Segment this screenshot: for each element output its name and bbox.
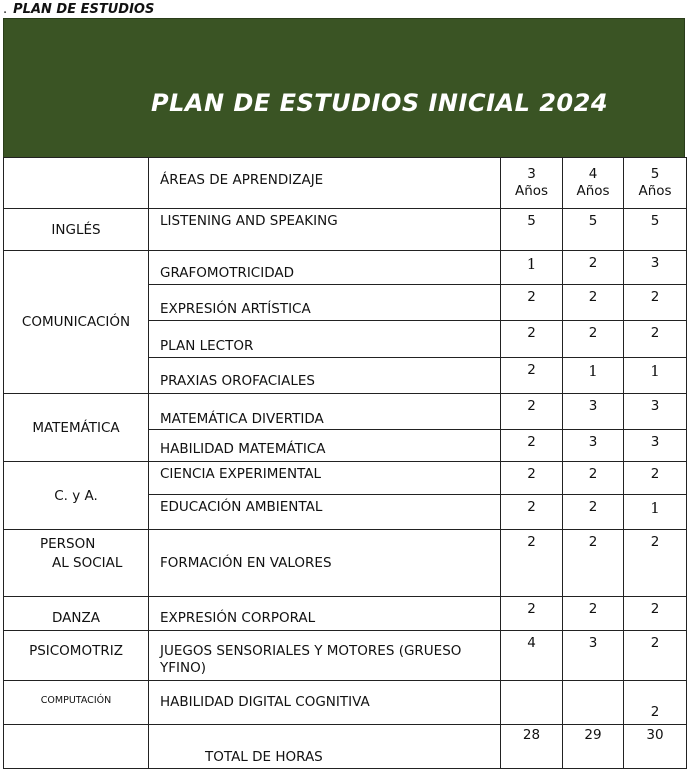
table-row	[4, 251, 687, 285]
hours-cell: 1	[501, 251, 563, 285]
study-plan-table	[3, 157, 687, 769]
table-header-row	[4, 158, 687, 209]
area-danza: DANZA	[4, 597, 149, 631]
hours-cell: 5	[624, 209, 687, 251]
hours-cell: 2	[563, 462, 624, 495]
hours-cell: 4	[501, 631, 563, 681]
hours-cell: 5	[501, 209, 563, 251]
total-5-years: 30	[624, 725, 687, 769]
area-computacion: COMPUTACIÓN	[4, 681, 149, 725]
hours-cell-empty	[501, 681, 563, 725]
hours-cell: 2	[624, 681, 687, 725]
hours-cell: 2	[624, 285, 687, 321]
empty-total-cell	[4, 725, 149, 769]
course-name: FORMACIÓN EN VALORES	[149, 530, 501, 597]
hours-cell: 2	[501, 285, 563, 321]
hours-cell: 2	[501, 462, 563, 495]
title-banner	[3, 18, 685, 158]
hours-cell: 2	[624, 321, 687, 358]
header-label: PLAN DE ESTUDIOS	[13, 2, 155, 17]
document-header	[3, 2, 154, 17]
hours-cell: 2	[624, 631, 687, 681]
table-row	[4, 462, 687, 495]
hours-cell: 1	[563, 358, 624, 394]
areas-header: ÁREAS DE APRENDIZAJE	[149, 158, 501, 209]
table-row	[4, 597, 687, 631]
table-row	[4, 631, 687, 681]
hours-cell: 5	[563, 209, 624, 251]
hours-cell: 3	[563, 394, 624, 430]
table-row	[4, 394, 687, 430]
course-name: EXPRESIÓN CORPORAL	[149, 597, 501, 631]
hours-cell: 1	[624, 495, 687, 530]
age-header-3: 3 Años	[501, 158, 563, 209]
hours-cell: 3	[563, 631, 624, 681]
hours-cell: 3	[563, 430, 624, 462]
area-ingles: INGLÉS	[4, 209, 149, 251]
hours-cell: 2	[501, 495, 563, 530]
banner-title: PLAN DE ESTUDIOS INICIAL 2024	[151, 89, 609, 117]
hours-cell-empty	[563, 681, 624, 725]
hours-cell: 2	[563, 285, 624, 321]
hours-cell: 2	[563, 495, 624, 530]
course-name: MATEMÁTICA DIVERTIDA	[149, 394, 501, 430]
hours-cell: 2	[501, 358, 563, 394]
table-row	[4, 209, 687, 251]
area-personal-social: PERSON AL SOCIAL	[4, 530, 149, 597]
header-mark: .	[3, 2, 8, 17]
hours-cell: 2	[501, 530, 563, 597]
age-header-4: 4 Años	[563, 158, 624, 209]
course-name: HABILIDAD DIGITAL COGNITIVA	[149, 681, 501, 725]
total-4-years: 29	[563, 725, 624, 769]
age-header-5: 5 Años	[624, 158, 687, 209]
hours-cell: 2	[501, 430, 563, 462]
total-3-years: 28	[501, 725, 563, 769]
hours-cell: 3	[624, 251, 687, 285]
hours-cell: 2	[501, 394, 563, 430]
hours-cell: 2	[624, 462, 687, 495]
hours-cell: 3	[624, 430, 687, 462]
hours-cell: 2	[563, 530, 624, 597]
table-row	[4, 681, 687, 725]
course-name: HABILIDAD MATEMÁTICA	[149, 430, 501, 462]
hours-cell: 2	[563, 321, 624, 358]
course-name-multiline: JUEGOS SENSORIALES Y MOTORES (GRUESO YFINO)	[149, 631, 501, 681]
hours-cell: 2	[563, 251, 624, 285]
course-name: EDUCACIÓN AMBIENTAL	[149, 495, 501, 530]
course-name: LISTENING AND SPEAKING	[149, 209, 501, 251]
hours-cell: 2	[563, 597, 624, 631]
course-name: PRAXIAS OROFACIALES	[149, 358, 501, 394]
total-row	[4, 725, 687, 769]
area-cya: C. y A.	[4, 462, 149, 530]
course-name: GRAFOMOTRICIDAD	[149, 251, 501, 285]
total-label: TOTAL DE HORAS	[149, 725, 501, 769]
course-name: CIENCIA EXPERIMENTAL	[149, 462, 501, 495]
hours-cell: 2	[501, 597, 563, 631]
hours-cell: 2	[624, 530, 687, 597]
area-matematica: MATEMÁTICA	[4, 394, 149, 462]
area-psicomotriz: PSICOMOTRIZ	[4, 631, 149, 681]
course-name: EXPRESIÓN ARTÍSTICA	[149, 285, 501, 321]
hours-cell: 1	[624, 358, 687, 394]
table-row	[4, 530, 687, 597]
hours-cell: 2	[624, 597, 687, 631]
hours-cell: 3	[624, 394, 687, 430]
hours-cell: 2	[501, 321, 563, 358]
area-comunicacion: COMUNICACIÓN	[4, 251, 149, 394]
course-name: PLAN LECTOR	[149, 321, 501, 358]
empty-header-cell	[4, 158, 149, 209]
